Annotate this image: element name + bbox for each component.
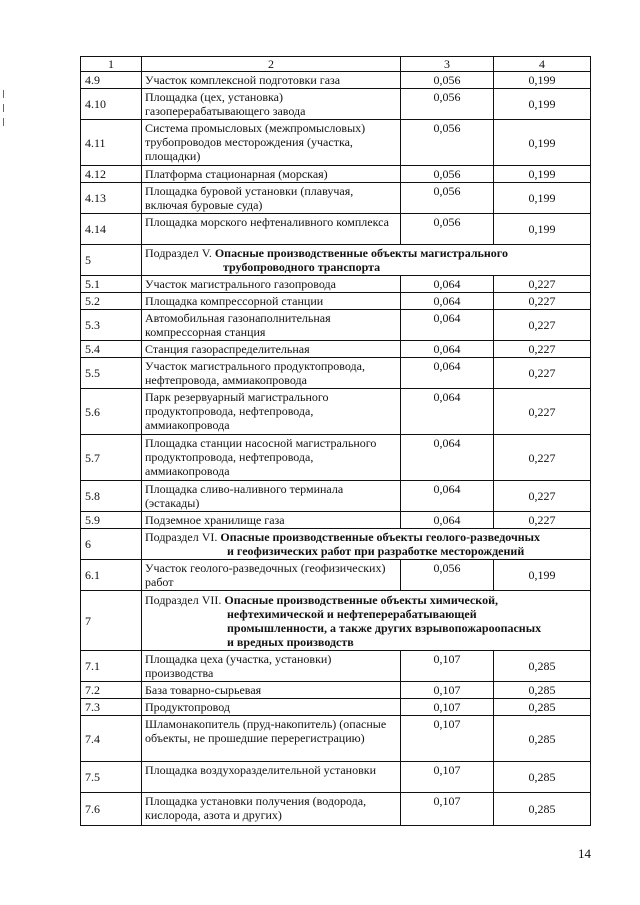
- coefficient-col-4: 0,227: [494, 341, 591, 358]
- subsection-title-continuation: и вредных производств: [227, 634, 354, 649]
- subsection-title-cell: [142, 591, 591, 651]
- margin-marks: [3, 90, 9, 130]
- coefficient-col-4: 0,227: [494, 276, 591, 293]
- coefficient-col-3: 0,064: [401, 389, 494, 435]
- table-row: [81, 358, 591, 389]
- row-number: 6: [81, 529, 142, 560]
- subsection-title-cell: [142, 245, 591, 276]
- table-row: [81, 793, 591, 826]
- row-number: 7.4: [81, 716, 142, 762]
- coefficient-col-4: 0,227: [494, 481, 591, 512]
- table-row: [81, 435, 591, 481]
- coefficient-col-4: 0,199: [494, 183, 591, 214]
- row-number: 4.14: [81, 214, 142, 245]
- subsection-title: Опасные производственные объекты химической,: [224, 592, 498, 607]
- object-name: Площадка морского нефтеналивного комплекса: [142, 214, 401, 245]
- coefficient-col-4: 0,285: [494, 682, 591, 699]
- coefficient-col-4: 0,285: [494, 699, 591, 716]
- table-row: [81, 310, 591, 341]
- page-number: 14: [578, 846, 591, 861]
- table-row: [81, 512, 591, 529]
- table-row: [81, 560, 591, 591]
- subsection-row: [81, 529, 591, 560]
- coefficient-col-3: 0,056: [401, 89, 494, 120]
- row-number: 5.6: [81, 389, 142, 435]
- coefficient-col-4: 0,285: [494, 762, 591, 793]
- row-number: 5.5: [81, 358, 142, 389]
- row-number: 4.13: [81, 183, 142, 214]
- header-col-4: 4: [494, 57, 591, 72]
- coefficient-col-3: 0,107: [401, 682, 494, 699]
- object-name: Площадка воздухоразделительной установки: [142, 762, 401, 793]
- coefficient-col-3: 0,056: [401, 560, 494, 591]
- table-header-row: [81, 57, 591, 72]
- coefficient-col-3: 0,064: [401, 341, 494, 358]
- object-name: Участок комплексной подготовки газа: [142, 72, 401, 89]
- coefficient-col-4: 0,227: [494, 512, 591, 529]
- row-number: 5.2: [81, 293, 142, 310]
- subsection-prefix: Подраздел VII.: [145, 592, 222, 607]
- row-number: 5.3: [81, 310, 142, 341]
- table-row: [81, 341, 591, 358]
- subsection-prefix: Подраздел V.: [145, 246, 212, 260]
- row-number: 7.5: [81, 762, 142, 793]
- row-number: 5.4: [81, 341, 142, 358]
- coefficient-col-4: 0,199: [494, 89, 591, 120]
- subsection-title-continuation: промышленности, а также других взрывопожароопасных: [227, 620, 542, 635]
- row-number: 7.2: [81, 682, 142, 699]
- coefficient-col-3: 0,064: [401, 512, 494, 529]
- row-number: 4.12: [81, 166, 142, 183]
- coefficient-col-3: 0,107: [401, 651, 494, 682]
- coefficient-col-3: 0,107: [401, 793, 494, 826]
- coefficient-col-4: 0,285: [494, 651, 591, 682]
- object-name: Продуктопровод: [142, 699, 401, 716]
- row-number: 6.1: [81, 560, 142, 591]
- object-name: Площадка станции насосной магистрального продуктопровода, нефтепровода, аммиакопровода: [142, 435, 401, 481]
- table-row: [81, 699, 591, 716]
- coefficient-col-3: 0,064: [401, 310, 494, 341]
- table-row: [81, 651, 591, 682]
- object-name: Площадка компрессорной станции: [142, 293, 401, 310]
- coefficient-col-3: 0,056: [401, 72, 494, 89]
- table-row: [81, 214, 591, 245]
- coefficient-col-3: 0,064: [401, 481, 494, 512]
- object-name: Площадка (цех, установка) газоперерабатывающего завода: [142, 89, 401, 120]
- row-number: 4.10: [81, 89, 142, 120]
- row-number: 4.11: [81, 120, 142, 166]
- table-row: [81, 276, 591, 293]
- coefficient-col-4: 0,227: [494, 389, 591, 435]
- table-row: [81, 389, 591, 435]
- table-row: [81, 120, 591, 166]
- object-name: База товарно-сырьевая: [142, 682, 401, 699]
- coefficient-col-3: 0,064: [401, 358, 494, 389]
- coefficient-col-3: 0,064: [401, 293, 494, 310]
- coefficient-col-4: 0,227: [494, 435, 591, 481]
- subsection-title: Опасные производственные объекты магистрального: [214, 246, 508, 260]
- coefficient-col-4: 0,285: [494, 793, 591, 826]
- object-name: Система промысловых (межпромысловых) трубопроводов месторождения (участка, площадки): [142, 120, 401, 166]
- object-name: Шламонакопитель (пруд-накопитель) (опасные объекты, не прошедшие перерегистрацию): [142, 716, 401, 762]
- table-row: [81, 682, 591, 699]
- subsection-row: [81, 591, 591, 651]
- row-number: 4.9: [81, 72, 142, 89]
- header-col-2: 2: [142, 57, 401, 72]
- subsection-title: Опасные производственные объекты геолого-разведочных: [220, 530, 541, 544]
- table-row: [81, 89, 591, 120]
- coefficient-col-4: 0,199: [494, 120, 591, 166]
- coefficient-col-4: 0,227: [494, 310, 591, 341]
- coefficient-col-3: 0,056: [401, 120, 494, 166]
- object-name: Площадка сливо-наливного терминала (эстакады): [142, 481, 401, 512]
- row-number: 5.8: [81, 481, 142, 512]
- table-row: [81, 716, 591, 762]
- table-row: [81, 762, 591, 793]
- object-name: Площадка цеха (участка, установки) производства: [142, 651, 401, 682]
- object-name: Участок магистрального продуктопровода, нефтепровода, аммиакопровода: [142, 358, 401, 389]
- row-number: 7.1: [81, 651, 142, 682]
- coefficient-col-3: 0,064: [401, 435, 494, 481]
- coefficient-col-4: 0,199: [494, 214, 591, 245]
- object-name: Площадка буровой установки (плавучая, включая буровые суда): [142, 183, 401, 214]
- object-name: Участок магистрального газопровода: [142, 276, 401, 293]
- subsection-row: [81, 245, 591, 276]
- coefficient-col-3: 0,056: [401, 166, 494, 183]
- coefficient-col-3: 0,107: [401, 762, 494, 793]
- object-name: Участок геолого-разведочных (геофизических) работ: [142, 560, 401, 591]
- object-name: Станция газораспределительная: [142, 341, 401, 358]
- coefficient-col-4: 0,227: [494, 358, 591, 389]
- coefficient-col-3: 0,056: [401, 183, 494, 214]
- subsection-prefix: Подраздел VI.: [145, 530, 218, 544]
- coefficient-col-4: 0,227: [494, 293, 591, 310]
- table-row: [81, 166, 591, 183]
- header-col-1: 1: [81, 57, 142, 72]
- coefficient-col-3: 0,107: [401, 716, 494, 762]
- object-name: Парк резервуарный магистрального продуктопровода, нефтепровода, аммиакопровода: [142, 389, 401, 435]
- row-number: 5.1: [81, 276, 142, 293]
- coefficient-col-3: 0,056: [401, 214, 494, 245]
- row-number: 7.3: [81, 699, 142, 716]
- coefficient-col-4: 0,285: [494, 716, 591, 762]
- coefficient-col-4: 0,199: [494, 560, 591, 591]
- header-col-3: 3: [401, 57, 494, 72]
- coefficient-col-4: 0,199: [494, 72, 591, 89]
- object-name: Подземное хранилище газа: [142, 512, 401, 529]
- object-name: Платформа стационарная (морская): [142, 166, 401, 183]
- object-name: Автомобильная газонаполнительная компрессорная станция: [142, 310, 401, 341]
- subsection-title-continuation: трубопроводного транспорта: [223, 260, 381, 274]
- hazard-table: [80, 56, 591, 826]
- subsection-title-continuation: нефтехимической и нефтеперерабатывающей: [227, 606, 477, 621]
- row-number: 5.7: [81, 435, 142, 481]
- object-name: Площадка установки получения (водорода, кислорода, азота и других): [142, 793, 401, 826]
- row-number: 7.6: [81, 793, 142, 826]
- table-row: [81, 72, 591, 89]
- table-row: [81, 183, 591, 214]
- subsection-title-continuation: и геофизических работ при разработке месторождений: [227, 544, 525, 558]
- row-number: 7: [81, 591, 142, 651]
- table-row: [81, 481, 591, 512]
- row-number: 5: [81, 245, 142, 276]
- coefficient-col-4: 0,199: [494, 166, 591, 183]
- coefficient-col-3: 0,107: [401, 699, 494, 716]
- row-number: 5.9: [81, 512, 142, 529]
- coefficient-col-3: 0,064: [401, 276, 494, 293]
- subsection-title-cell: [142, 529, 591, 560]
- table-row: [81, 293, 591, 310]
